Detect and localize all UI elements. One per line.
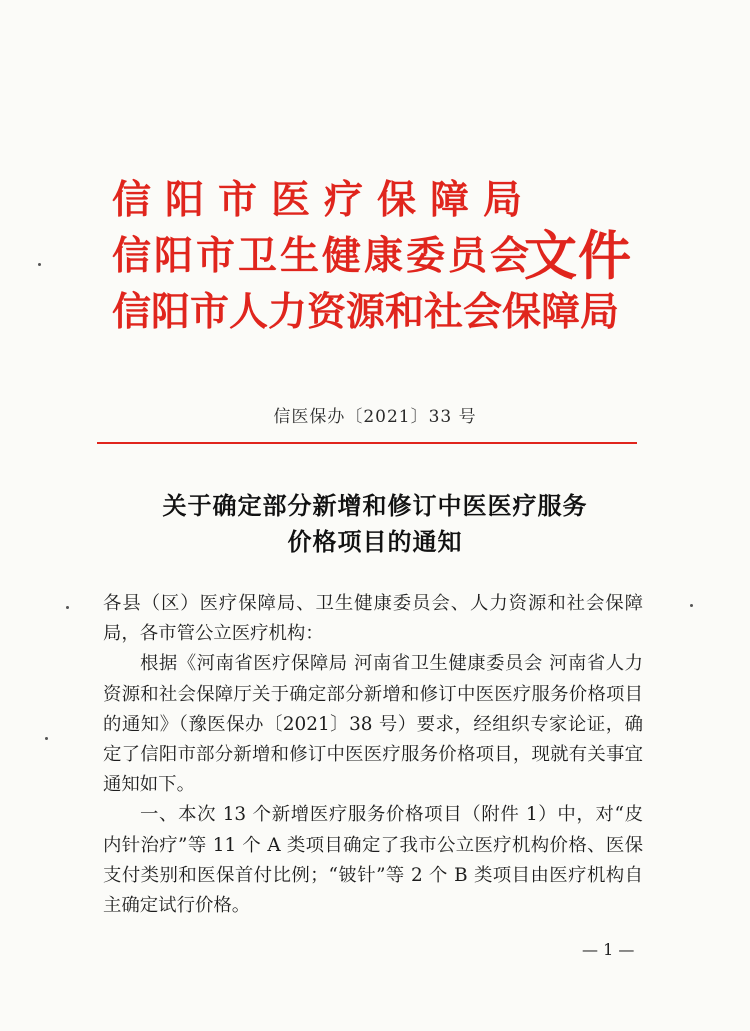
document-word: 文件: [524, 225, 632, 287]
scan-speck: [38, 263, 41, 266]
issuer-health-commission: 信阳市卫生健康委员会: [112, 233, 533, 279]
scan-speck: [690, 604, 693, 607]
scan-speck: [45, 737, 48, 740]
recipients: 各县（区）医疗保障局、卫生健康委员会、人力资源和社会保障局，各市管公立医疗机构：: [103, 593, 643, 645]
paragraph-basis: 根据《河南省医疗保障局 河南省卫生健康委员会 河南省人力资源和社会保障厅关于确定部分新增和修订中医医疗服务价格项目的通知》（豫医保办〔2021〕38 号）要求，经组织专家论证，确定了信阳市部分新增和修订中医医疗服务价格项目，现就有关事宜通知如下。: [103, 653, 643, 796]
letterhead: [112, 178, 632, 343]
paragraph-item-one: 一、本次 13 个新增医疗服务价格项目（附件 1）中，对“皮内针治疗”等 11 个 A 类项目确定了我市公立医疗机构价格、医保支付类别和医保首付比例；“铍针”等 2 个 B 类项目由医疗机构自主确定试行价格。: [103, 804, 643, 917]
issuer-medical-security-bureau: 信阳市医疗保障局: [112, 177, 537, 223]
scan-speck: [66, 606, 69, 609]
page-number: — 1 —: [582, 940, 635, 959]
document-title-line-1: 关于确定部分新增和修订中医医疗服务: [162, 492, 588, 520]
document-title-line-2: 价格项目的通知: [287, 528, 463, 556]
document-body: [103, 589, 643, 921]
document-number: 信医保办〔2021〕33 号: [273, 407, 477, 427]
red-divider: [97, 442, 637, 444]
issuer-human-resources-bureau: 信阳市人力资源和社会保障局: [112, 289, 620, 335]
